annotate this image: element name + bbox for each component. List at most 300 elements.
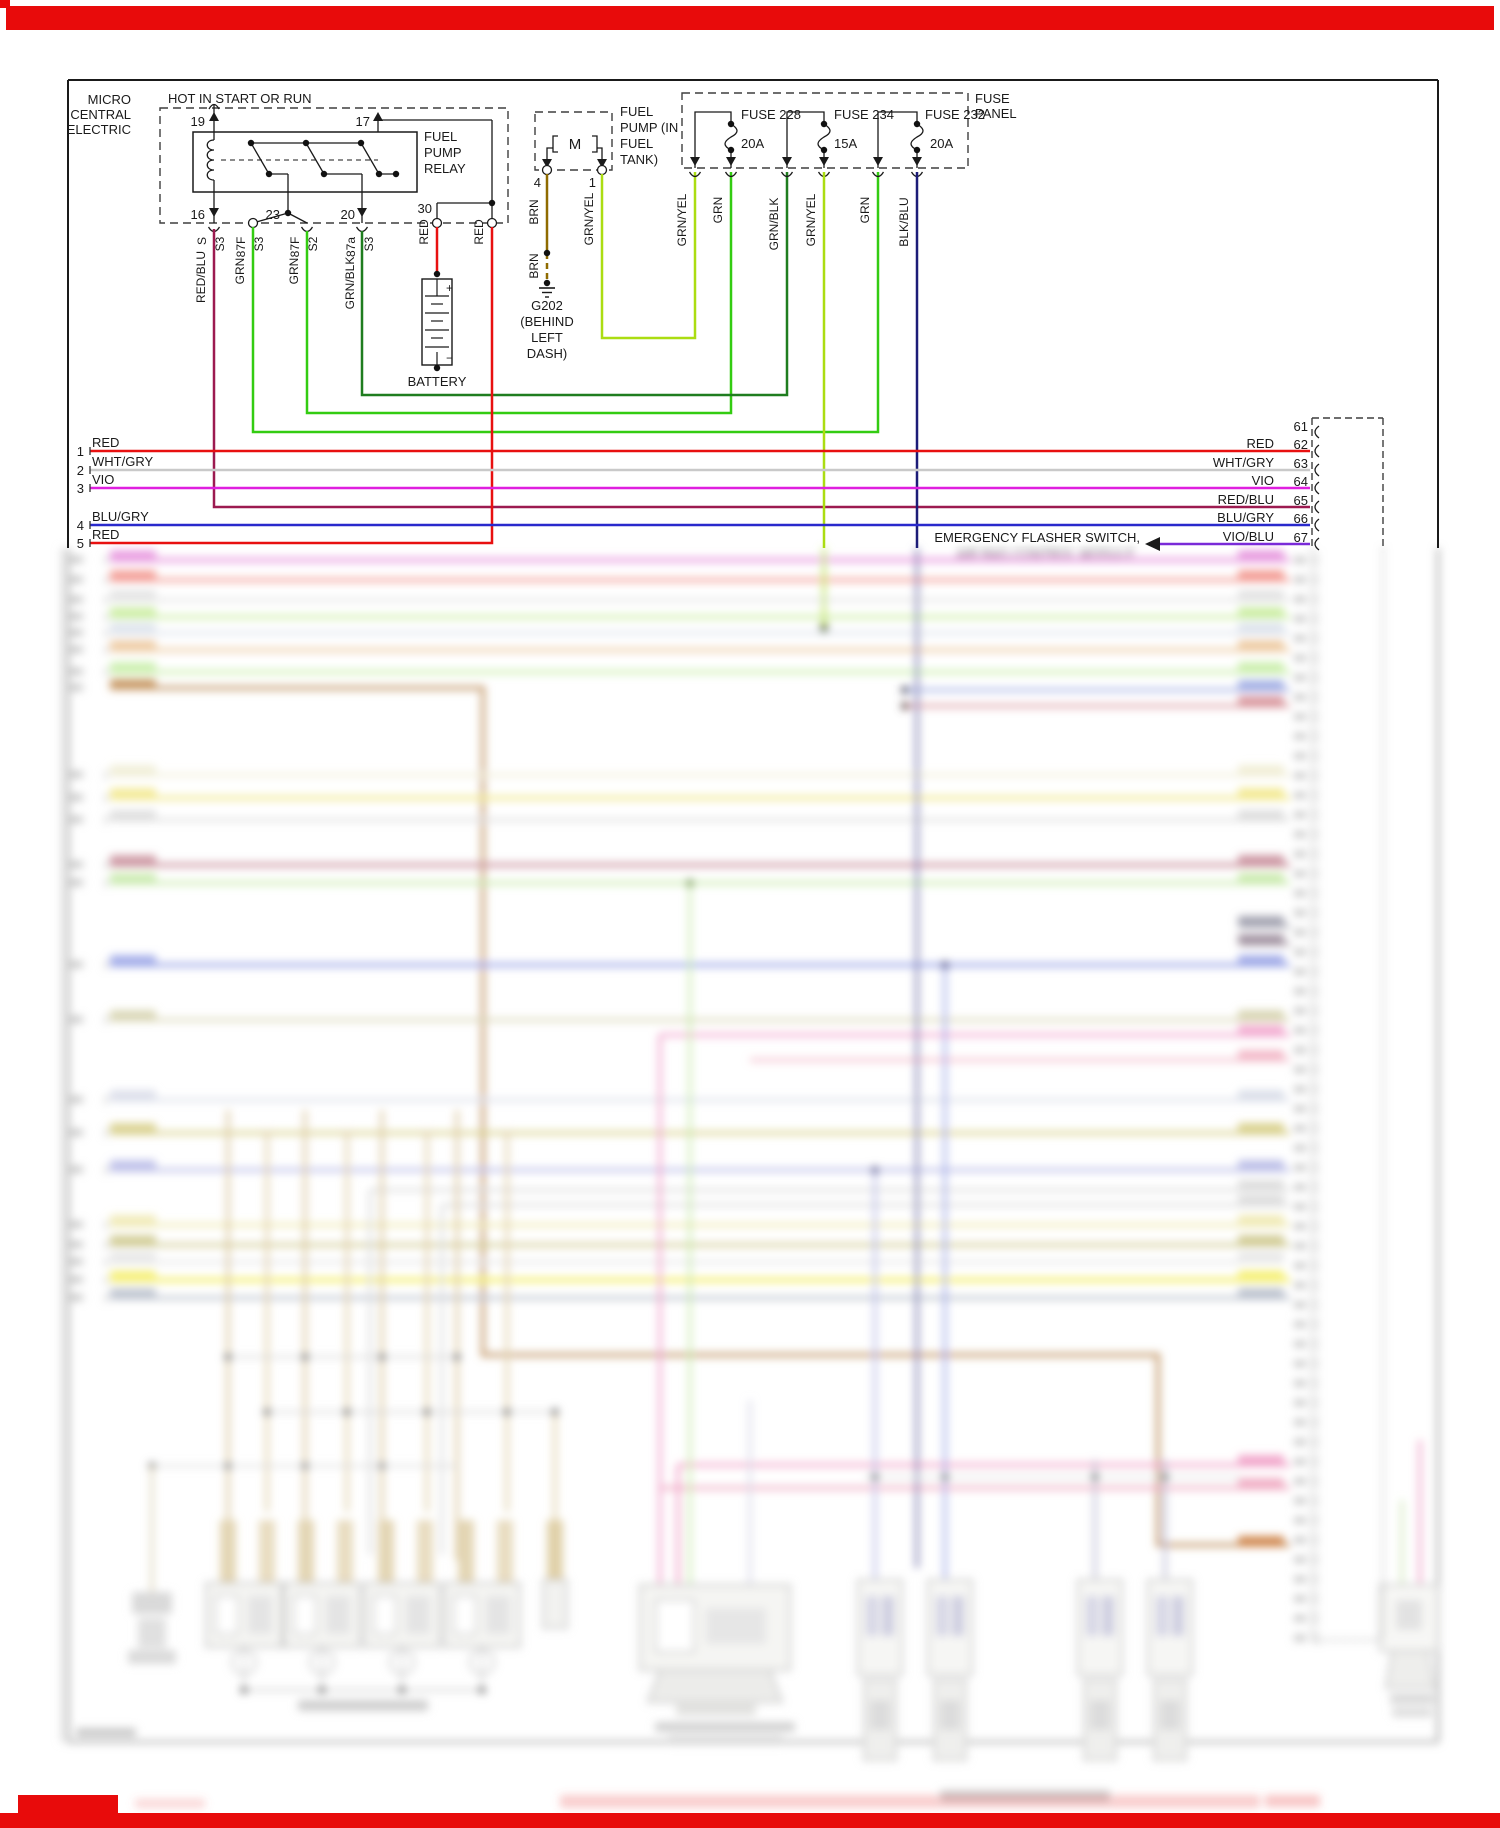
label: PUMP [424,145,462,160]
blurred-pin-number [1294,557,1306,564]
blurred-wire-label [110,810,156,821]
pin-67: 67 [1293,530,1308,545]
label: + [446,281,454,295]
blurred-wire-label [1238,1195,1284,1206]
connector-inner [952,1596,964,1636]
wire [306,143,324,174]
pin-62: 62 [1293,437,1308,452]
blurred-pin-number [1294,1595,1306,1602]
blurred-wire-label [1238,550,1284,561]
pin-arc [1315,1299,1319,1311]
blurred-pin-number [1294,1066,1306,1073]
blurred-pin-number [1294,1556,1306,1563]
pin-arc [1315,1083,1319,1095]
pin-arc [1315,711,1319,723]
blurred-label-blob [128,1650,176,1664]
pin-arc [1315,538,1319,550]
wire [695,112,731,168]
label-fuse-234: FUSE 234 [834,107,894,122]
blurred-pin-number [1294,1478,1306,1485]
pin-arc [1315,1416,1319,1428]
pin-arc [1315,652,1319,664]
pin-arc [1315,770,1319,782]
blurred-pin-number [1294,792,1306,799]
junction-dot [503,1408,511,1416]
connector-circle [433,219,442,228]
blurred-wire-label [110,1235,156,1246]
junction-dot [301,1353,309,1361]
arrow-down-icon [357,208,367,217]
relay-coil-symbol [207,140,214,180]
rotated-label: S3 [362,236,376,252]
pin-65: 65 [1293,493,1308,508]
junction-dot [266,171,272,177]
blurred-wire-label [1238,590,1284,601]
blurred-wire-label [110,662,156,673]
label-emergency-flasher: EMERGENCY FLASHER SWITCH, [934,530,1140,545]
blurred-label-blob [298,1700,428,1711]
label: WHT/GRY [1212,455,1274,470]
label-fuse-228: FUSE 228 [741,107,801,122]
junction-dot [358,140,364,146]
pin-66: 66 [1293,511,1308,526]
connector-inner [1086,1596,1098,1636]
label-fuse-232: FUSE 232 [925,107,985,122]
blurred-pin-number [1294,1419,1306,1426]
junction-dot [871,1166,879,1174]
blurred-pin-number [1294,1125,1306,1132]
blurred-pin-number [70,879,83,886]
rotated-label: 87F [234,236,248,258]
blurred-pin-number [1294,1007,1306,1014]
label: BLU/GRY [1217,510,1274,525]
blurred-wire-label [1238,662,1284,673]
blurred-pin-number [70,1166,83,1173]
blurred-pin-number [70,629,83,636]
junction-dot [434,271,440,277]
label: 20A [930,136,954,151]
connector-circle [598,166,607,175]
pin-arc [1315,1436,1319,1448]
coil-connector-stub [378,1520,394,1583]
pin-arc [1315,574,1319,586]
pin-arc [1315,1162,1319,1174]
pin-arc [1315,1044,1319,1056]
blurred-pin-number [1294,1047,1306,1054]
arrow-up-icon [373,112,383,121]
blurred-pin-number [1294,1086,1306,1093]
blurred-label-blob [138,1618,166,1648]
blurred-pin-number [1294,1321,1306,1328]
blurred-label-blob [76,1728,136,1737]
blurred-pin-number [70,1258,83,1265]
pin-arc [1315,1338,1319,1350]
pin-arc [1315,554,1319,566]
row-3-label: VIO [92,472,115,487]
junction-dot [453,1353,461,1361]
label: TANK) [620,152,659,167]
blurred-pin-number [1294,890,1306,897]
label: CENTRAL [70,107,131,122]
rotated-label: BLK/BLU [897,197,911,247]
pin-arc [1315,1612,1319,1624]
pin-arc [1315,1573,1319,1585]
coil-inner [248,1596,272,1634]
blurred-label-blob [655,1722,795,1732]
wire [553,136,558,152]
row-3-num: 3 [76,481,84,496]
blurred-wire-label [110,1215,156,1226]
pin-arc [1315,848,1319,860]
arrow-down-icon [209,208,219,217]
blurred-wire-label [1238,696,1284,707]
label: RED [1246,436,1274,451]
blurred-pin-number [1294,576,1306,583]
motor-symbol: M [568,136,582,153]
pin-arc [1315,730,1319,742]
blurred-pin-number [1294,1576,1306,1583]
connector-inner [1102,1596,1114,1636]
pin-arc [1315,1103,1319,1115]
blurred-wire-label [1238,680,1284,691]
blurred-pin-number [1294,1458,1306,1465]
path [648,1670,782,1702]
blurred-pin-number [1294,655,1306,662]
label: LEFT [531,330,563,345]
pin-arc [1315,1358,1319,1370]
junction-dot [728,147,734,153]
blurred-wire-label [110,590,156,601]
junction-dot [901,702,909,710]
blurred-label-blob [1390,1694,1434,1704]
blurred-label-blob [668,1736,783,1745]
junction-dot [871,1473,879,1481]
label: 20A [741,136,765,151]
blurred-wire-label [110,1252,156,1263]
blurred-pin-number [70,1129,83,1136]
junction-dot [544,250,550,256]
pin-arc [1315,887,1319,899]
relay-pin-30: 30 [417,201,432,216]
coil-connector-stub [298,1520,314,1583]
connector-circle [543,166,552,175]
rotated-label: BRN [527,199,541,225]
blurred-wire-label [110,1160,156,1171]
blurred-pin-number [1294,1380,1306,1387]
label: PUMP (IN [620,120,679,135]
blurred-pin-number [1294,713,1306,720]
arrow-down-icon [873,157,883,166]
junction-dot [393,171,399,177]
blurred-pin-number [1294,988,1306,995]
label: DASH) [526,346,568,361]
blurred-pin-number [70,961,83,968]
pin-arc [1315,1632,1319,1644]
junction-dot [301,1462,309,1470]
blurred-wire-label [1238,1252,1284,1263]
junction-dot [1091,1473,1099,1481]
junction-dot [224,1353,232,1361]
blurred-pin-number [1294,1105,1306,1112]
pin-arc [1315,1318,1319,1330]
wire [251,143,269,174]
junction-dot [686,879,694,887]
junction-dot [248,140,254,146]
blurred-wire-label [1238,1455,1284,1466]
pin-arc [1315,1554,1319,1566]
pin-arc [1315,464,1319,476]
blurred-wire-label [1238,934,1284,945]
junction-dot [378,1353,386,1361]
blurred-pin-number [1294,909,1306,916]
label: − [446,351,454,365]
blurred-pin-number [1294,811,1306,818]
row-4-num: 4 [76,518,84,533]
pin-arc [1315,1201,1319,1213]
box [543,1580,567,1628]
junction-dot [303,140,309,146]
pin-arc [1315,966,1319,978]
connector-inner [1172,1596,1184,1636]
pin-arc [1315,593,1319,605]
blurred-wire-label [1238,570,1284,581]
blurred-pin-number [1294,949,1306,956]
blurred-pin-number [70,816,83,823]
blurred-pin-number [70,613,83,620]
blurred-wire-label [1238,788,1284,799]
blurred-wire-label [110,1288,156,1299]
coil-inner [294,1596,316,1634]
blurred-pin-number [1294,1517,1306,1524]
pin-arc [1315,445,1319,457]
connector-inner [1156,1596,1168,1636]
pin-arc [1315,1005,1319,1017]
signal-arrow [1145,537,1160,551]
blurred-pin-number [1294,1537,1306,1544]
pin-arc [1315,1279,1319,1291]
injector-connector-1 [858,1580,902,1675]
blurred-wire-label [1238,623,1284,634]
blurred-pin-number [1294,968,1306,975]
row-2-num: 2 [76,463,84,478]
pin-arc [1315,632,1319,644]
blurred-pin-number [1294,694,1306,701]
top-red-bar [6,6,1494,30]
pin-arc [1315,828,1319,840]
junction-dot [941,961,949,969]
connector-inner [936,1596,948,1636]
pin-arc [357,227,368,232]
arrow-down-icon [726,157,736,166]
blurred-wire-label [110,550,156,561]
label-fuse-panel: FUSE [975,91,1010,106]
pin-arc [1315,1220,1319,1232]
rotated-label: S3 [252,236,266,252]
blurred-wire-label [1238,1010,1284,1021]
blurred-pin-number [1294,1301,1306,1308]
blurred-wire-label [1238,765,1284,776]
blurred-label-blob [135,1799,205,1808]
blurred-pin-number [70,576,83,583]
arrow-down-icon [690,157,700,166]
coil-connector-stub [417,1520,433,1583]
wire-red-blu [214,229,1310,507]
label: VIO/BLU [1222,529,1274,544]
blurred-wire-label [110,623,156,634]
blurred-label-blob [1265,1795,1320,1807]
wire-grn-2 [307,172,731,413]
blurred-label-blob [132,1592,172,1614]
rotated-label: RED [417,219,431,245]
coil-inner [374,1596,396,1634]
label-hot-in-start-or-run: HOT IN START OR RUN [168,91,312,106]
blurred-wire-label [1238,1235,1284,1246]
arrow-down-icon [782,157,792,166]
pin-arc [1315,1064,1319,1076]
junction-dot [423,1408,431,1416]
row-1-label: RED [92,435,120,450]
coil-inner [486,1596,510,1634]
fuse-228-symbol [725,124,737,150]
rotated-label: S3 [213,236,227,252]
blurred-pin-number [70,1294,83,1301]
pin-arc [1315,1260,1319,1272]
pin-arc [1315,985,1319,997]
junction-dot [434,365,440,371]
connector-circle [488,219,497,228]
junction-dot [901,686,909,694]
blurred-pin-number [1294,1360,1306,1367]
blurred-pin-number [70,646,83,653]
blurred-pin-number [70,668,83,675]
bottom-red-bar [0,1813,1500,1828]
junction-dot [914,121,920,127]
coil-inner [406,1596,430,1634]
junction-dot [821,121,827,127]
blurred-pin-number [1294,1243,1306,1250]
rotated-label: GRN [287,257,301,285]
blurred-pin-number [1294,1341,1306,1348]
pin-arc [1315,750,1319,762]
blurred-pin-number [1294,1223,1306,1230]
coil-inner [454,1596,476,1634]
label: PANEL [975,106,1017,121]
arrow-down-icon [819,157,829,166]
blurred-wire-label [1238,1180,1284,1191]
junction-dot [551,1408,559,1416]
pin-arc [302,227,313,232]
label: RED/BLU [1217,492,1274,507]
junction-dot [398,1686,406,1694]
rotated-label: GRN/YEL [582,192,596,246]
blurred-wire-label [1238,955,1284,966]
label: VIO [1251,473,1274,488]
blurred-pin-number [70,556,83,563]
junction-dot [378,1462,386,1470]
junction-dot [489,200,495,206]
blurred-wire-label [110,570,156,581]
junction-dot [321,171,327,177]
blurred-pin-number [1294,1203,1306,1210]
relay-pin-23: 23 [265,207,280,222]
blurred-wire-label [1238,1215,1284,1226]
connector-inner [866,1596,878,1636]
wire [592,136,597,152]
blurred-wire-label [110,873,156,884]
pin-arc [1315,1024,1319,1036]
rotated-label: GRN [711,196,725,224]
label-fuel-pump-relay: FUEL [424,129,458,144]
pin-arc [1315,482,1319,494]
blurred-wire-label [110,640,156,651]
blurred-wire-label [1238,1123,1284,1134]
blurred-pin-number [1294,1027,1306,1034]
blurred-wire-label [110,765,156,776]
injector-connector-3 [1078,1580,1122,1675]
blurred-pin-number [1294,615,1306,622]
rotated-label: BRN [527,253,541,279]
relay-pin-19: 19 [190,114,205,129]
box [656,1600,694,1652]
junction-dot [821,147,827,153]
pin-arc [1315,613,1319,625]
blurred-pin-number [1294,674,1306,681]
blurred-pin-number [70,1221,83,1228]
row-5-num: 5 [76,536,84,551]
blurred-pin-number [70,596,83,603]
row-1-num: 1 [76,444,84,459]
bottom-left-red-block [18,1795,118,1813]
junction-dot [1161,1473,1169,1481]
blurred-pin-number [1294,1439,1306,1446]
coil-connector-stub [220,1520,236,1583]
rotated-label: S [195,236,209,246]
fuse-234-symbol [818,124,830,150]
junction-dot [285,210,291,216]
blurred-wire-label [1238,607,1284,618]
junction-dot [914,147,920,153]
row-5-label: RED [92,527,120,542]
blurred-wire-label [1238,640,1284,651]
junction-dot [224,1462,232,1470]
label: 15A [834,136,858,151]
relay-pin-20: 20 [340,207,355,222]
coil-connector-stub [497,1520,513,1583]
pin-arc [1315,672,1319,684]
blurred-label-blob [1396,1600,1422,1630]
blurred-wire-label [1238,1270,1284,1281]
blurred-pin-number [70,1276,83,1283]
junction-dot [941,1473,949,1481]
coil-connector-stub [337,1520,353,1583]
blurred-wire-label [1238,855,1284,866]
junction-dot [240,1686,248,1694]
blurred-wire-label [110,1270,156,1281]
connector-detail [1160,1700,1180,1730]
pin-arc [1315,519,1319,531]
injector-connector-2 [928,1580,972,1675]
arrow-down-icon [912,157,922,166]
label: 4 [533,175,541,190]
coil-connector-stub [458,1520,474,1583]
wire [288,213,307,223]
junction-dot [318,1686,326,1694]
pin-61: 61 [1293,419,1308,434]
label: ELECTRIC [66,122,131,137]
junction-dot [544,280,550,286]
pin-64: 64 [1293,474,1308,489]
fuse-panel-box [682,93,968,168]
